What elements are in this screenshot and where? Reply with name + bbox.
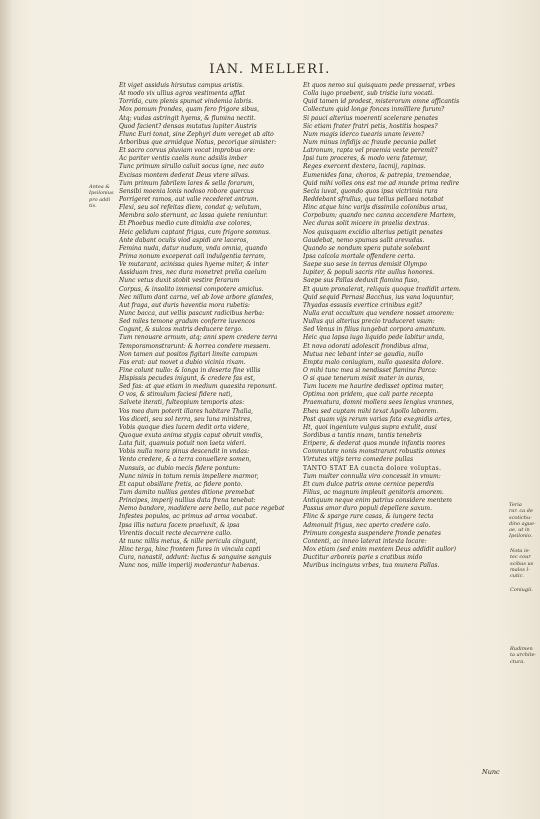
verse-line: Arboribus que armidque Notus, pecorique simister: <box>119 138 277 146</box>
left-text-column <box>119 82 301 570</box>
verse-line: Quid mihi volles ons est me ad munde prima redire <box>303 179 460 187</box>
verse-line: Vobis nulla mora pinus descendit in vndas: <box>119 448 250 456</box>
verse-line: Quid sequid Pernasi Bacchus, ius vana loquuntur, <box>303 293 454 301</box>
verse-line: Sed fas: at que etiam in medium quaesita reponunt. <box>119 383 277 391</box>
margin-note-line: malos l- <box>510 566 530 573</box>
margin-note-line: scibus us <box>510 560 534 567</box>
verse-line: Tum primum fabrilem lares & sella forarum, <box>119 179 255 187</box>
verse-line: Thyadas essusis evertice crinibus egit? <box>303 301 422 309</box>
verse-line: Muribus incinguns vrbes, tua munera Pallas. <box>303 562 440 570</box>
verse-line: Virtutes vitijs terra comedere pullas <box>303 456 414 464</box>
verse-line: Gaudebat, nemo spumas salit arevudas. <box>303 236 425 244</box>
margin-note-line: Nota ie- <box>510 548 531 554</box>
margin-note-line: Ipsilonius <box>89 190 114 197</box>
verse-line: Admonuit frigus, nec aperto credere calo. <box>303 521 431 529</box>
verse-line: Antiquum neque enim patrius considere mentem <box>303 497 452 505</box>
margin-note-right-bottom <box>510 646 536 665</box>
verse-line: Primum congesta suspendere fronde penates <box>303 529 441 537</box>
margin-note-line: ae, ut in <box>509 527 530 534</box>
verse-line: Collectum quid longe fonces inmilllere furum? <box>303 106 445 114</box>
verse-line: Nec duras solit micere in praelia dextras. <box>303 220 430 228</box>
verse-line: Nec nillum dant carna, vel ab Iove arbore glandes, <box>119 293 274 301</box>
margin-note-line: Antea & <box>89 184 110 190</box>
verse-line: Assiduam tres, nec dura monetret prelia caelum <box>119 269 267 277</box>
margin-note-left <box>89 184 114 209</box>
verse-line: Corpus, & insolito immensi compotere amiclus. <box>119 285 264 293</box>
verse-line: Sed miles temone gradum conferre iuvencos <box>119 318 256 326</box>
verse-line: Ht, quoi ingenium vulgus supra extulit, ausi <box>303 423 437 431</box>
verse-line: Membra solo sternunt, ac lassa quiete reniuntur. <box>119 212 268 220</box>
verse-line: Nullus qui alterius precio traduceret vsum: <box>303 318 435 326</box>
margin-note-line: ta archite- <box>510 652 537 659</box>
margin-note-line: Ipsilonio. <box>509 533 533 540</box>
verse-line: Cura, nanastil, addunt: luctus & sanguine sanguis <box>119 554 272 562</box>
verse-line: Infestes populos, ac primus ad arma vocabat. <box>119 513 258 521</box>
verse-line: Vos mea dum poterit illares habitare Thalia, <box>119 407 253 415</box>
verse-line: Et quum pronalerat, reliquis quoque tradidit artem. <box>303 285 461 293</box>
verse-line: Tum multer connulla viro concessit in vmum: <box>303 472 441 480</box>
verse-line: Torrida, cum plenis spumat vindemia labris. <box>119 98 254 106</box>
margin-note-line: Teria <box>509 502 522 508</box>
verse-line: Hinc atque hinc varijs dissimila colonibus arua, <box>303 204 448 212</box>
verse-line: Iupiter, & populi sacris rite aullus honores. <box>303 269 435 277</box>
verse-line: Femina nuda, datur nudum, vnda omnia, quando <box>119 244 268 252</box>
verse-line: Ac pariter ventis caelis nunc adsilis imber <box>119 155 247 163</box>
margin-note-line: tis. <box>89 202 97 209</box>
verse-line: Ipsa calcola mortale offendere certa. <box>303 252 416 260</box>
verse-line: O vos, & stimulum faciesi fidere nati, <box>119 391 233 399</box>
verse-line: Tum renouare armum, atq; anni spem credere terra <box>119 334 278 342</box>
verse-line: Hispissis pecudes inigunt, & credere fas est, <box>119 375 256 383</box>
verse-line: Eripere, & dederat quos munde infantis mores <box>303 440 446 448</box>
verse-line: Salvete iterati, fulteopium temporis atas: <box>119 399 245 407</box>
verse-line: Saepe sus Pallas deduxit flamina fuso, <box>303 277 420 285</box>
verse-line: Ductitur arboreis parie s cratibus mido <box>303 554 423 562</box>
verse-line: Ante dabant oculis viod aspidi are laceros, <box>119 236 249 244</box>
verse-line: Colla iugo praebent, sub tristia iura vocati. <box>303 90 435 98</box>
verse-line: Flunc Euri tonat, sine Zephyri dum vereget ab alto <box>119 130 274 138</box>
verse-line: Cogunt, & sulcos matris deducere tergo. <box>119 326 243 334</box>
verse-line: Principes, imperij nullius data frena tenebat: <box>119 497 256 505</box>
verse-line: Vos diceti, seu sol terra, seu luna ministres, <box>119 415 253 423</box>
margin-note-line: rar. ca de <box>509 508 533 515</box>
verse-line: Mox pomum frondes, quam fero frigore sibus, <box>119 106 260 114</box>
verse-line: Quod facient? densas mutatus lupiter Austris <box>119 122 257 130</box>
verse-line: Porrigeret ramos, aut valle recederet antrum. <box>119 195 259 203</box>
verse-line: Et quos nemo sui quisquam pede presserat, vrbes <box>303 82 456 89</box>
verse-line: Tum lucem me haurire dedisset optima mater, <box>303 383 444 391</box>
verse-line: Lata fuit, quamuis potuit non laeta videri. <box>119 440 246 448</box>
verse-line: Nemo bandore, madidere aere bello, aut pace regebat <box>119 505 285 513</box>
verse-line: Ipsa illis natura facem praeluxit, & ipsa <box>119 521 240 529</box>
verse-line: Saepe suo sese in terras demisit Olympo <box>303 261 427 269</box>
verse-line: Excisas montem dederat Deus vtere silvas. <box>119 171 250 179</box>
verse-line: Aut fraga, aut duris haventia mora rubetis: <box>119 301 250 309</box>
verse-line: Nos quisquam excidio alterius petigit penates <box>303 228 443 236</box>
verse-line: Tunc primum sirullo caluit socus igne, nec auto <box>119 163 264 171</box>
verse-line: Prima nonum exceperat cali indulgentia terram, <box>119 252 266 260</box>
margin-note-line: dino ague- <box>509 520 536 527</box>
verse-line: Reges exercent dextera, lacmij, rapinas. <box>303 163 426 171</box>
verse-line: Si pauci alterius moerenti scelerare penates <box>303 114 438 122</box>
verse-line: Num minus infidijs ac fraude pecunia pallet <box>303 138 437 146</box>
verse-line: Eheu sed cuptam mihi texat Apollo laborem. <box>303 407 439 415</box>
running-header: IAN. MELLERI. <box>209 62 331 77</box>
verse-line: Nunc nimis in totum remis impellere marmor, <box>119 472 259 480</box>
verse-line: O si quae tenerum misit mater in auras, <box>303 375 425 383</box>
verse-line: Empta malo coniugium, nullo quaesita dolore. <box>303 358 444 366</box>
verse-line: Quid tamen id prodest, misterorum omne afficantis <box>303 98 460 106</box>
verse-line: Virentis docuit recte decurrere callo. <box>119 529 232 537</box>
margin-note-line: ctura. <box>510 658 525 665</box>
verse-line: Temporamonstrarunt: & horrea condere messem. <box>119 342 271 350</box>
verse-line: Passus amor duro populi depellere saxum. <box>303 505 433 513</box>
margin-note-line: Coniugii. <box>510 587 533 593</box>
verse-line: Heic qua lapsa iugo liquido pede labitur unda, <box>303 334 445 342</box>
margin-note-line: pro addi <box>89 196 111 203</box>
verse-line: Sed Venus in filius iungebat corpora amantum. <box>303 326 446 334</box>
verse-line: Mox etiam (sed enim mentem Deus addidit aullor) <box>303 546 456 554</box>
verse-line: Optima non pridem, que cali parte recepta <box>303 391 434 399</box>
margin-note-right-middle <box>510 548 533 579</box>
catchword: Nunc <box>482 768 500 776</box>
verse-line: Vento credere, & a terra conuellere somen, <box>119 456 252 464</box>
verse-line: Fas erat: aut movet a dubio vicinia rixam. <box>119 358 246 366</box>
verse-line: Et nova odorati adolescit frondibus alma, <box>303 342 429 350</box>
right-text-column <box>303 82 489 570</box>
verse-line: Atq; vudas astringit hyems, & flumina nectit. <box>119 114 256 122</box>
verse-line: Sordibus a tantis nnam, tantis tenebris <box>303 432 422 440</box>
verse-line: Heic gelidum captant frigus, cum frigore somnus. <box>119 228 271 236</box>
verse-line: Vobis quoque dies lucem dedit orta videre, <box>119 423 250 431</box>
verse-line: Fine colunt nullo: & longa in deserta fine villis <box>119 366 261 374</box>
verse-line: Nunc bacca, aut vellis pascunt radicibus herba: <box>119 309 265 317</box>
verse-line: Corpobum; quando nec canna accendere Martem, <box>303 212 456 220</box>
verse-line: Nunsuis, ac dubio mecis fidere pontum: <box>119 464 241 472</box>
verse-line: O mihi tunc mea si nendisset flamina Parca: <box>303 366 437 374</box>
verse-line: Et cum dulce patris omne cernice peperdis <box>303 480 435 488</box>
verse-line: TANTO STAT EA cuncta dolore voluptas. <box>303 464 442 472</box>
verse-line: Sic etiam frater fratri petis, hostitis hospes? <box>303 122 438 130</box>
verse-line: Secla iuvat, quondo quos ipsa victrimia rura <box>303 187 438 195</box>
verse-line: Et Phoebus medio cum dimidia axe colores, <box>119 220 252 228</box>
verse-line: Contenti, ac inneo laterat intexta locare: <box>303 537 427 545</box>
verse-line: Non tamen aut positos figitari limite campum <box>119 350 258 358</box>
verse-line: Mutua nec lebant inter se gaudia, nullo <box>303 350 424 358</box>
page-gutter-shadow <box>0 0 14 819</box>
verse-line: Flexi, seu sol refeitas diem, condat q; velutum, <box>119 204 262 212</box>
verse-line: Nunc nos, mille imperiij moderantur habenas. <box>119 562 260 570</box>
verse-line: Num magis iderco tuearis unam levem? <box>303 130 425 138</box>
verse-line: Eumenides fana, choros, & patrepia, tremendae, <box>303 171 452 179</box>
verse-line: Ipsi tum proceres, & modo vera fatemur, <box>303 155 428 163</box>
verse-line: Filius, ac magnum impleuit genitoris amorem. <box>303 489 444 497</box>
verse-line: Flinc & sparge rure casas, & iungere tecta <box>303 513 434 521</box>
verse-line: Quoque exuta anima stygis caput obruit vmdis, <box>119 432 263 440</box>
verse-line: Et sacro corvus pluviam vocat improbus ore: <box>119 147 256 155</box>
verse-line: At nunc nillis metus, & nille pericula cingunt, <box>119 537 258 545</box>
margin-note-line: cutic. <box>510 573 525 580</box>
verse-line: Latronum, rapta vel praemia veste peremit? <box>303 147 438 155</box>
verse-line: Et viget assiduis hirsutus campus aristis. <box>119 82 244 89</box>
verse-line: Et caput obsillare fretis, ac fidere ponto. <box>119 480 243 488</box>
verse-line: Nunc vetus duxit stobit vestire ferarum <box>119 277 240 285</box>
verse-line: Sensibi moenia lonis nodoso robore quercus <box>119 187 254 195</box>
verse-line: Reddebant sfrullus, qua tellus pellaea notabat <box>303 195 444 203</box>
margin-note-line: tec cour <box>510 554 531 561</box>
verse-line: Tum damito nullius gentes ditione premebat <box>119 489 255 497</box>
verse-line: At modo vix ullius agros vestimenta afflat <box>119 90 245 98</box>
verse-line: Quando se nondum spera putate solebant <box>303 244 431 252</box>
margin-note-right-single <box>510 587 533 593</box>
verse-line: Hinc terga, hinc frontem fures in vincula capti <box>119 546 261 554</box>
verse-line: Commutare nonis monstrarunt robustis omnes <box>303 448 446 456</box>
margin-note-line: Rudimen <box>510 646 533 652</box>
verse-line: Post quam vijs rerum varias fata exegnidis artes, <box>303 415 452 423</box>
margin-note-line: scotichu- <box>509 514 532 521</box>
margin-note-right-top <box>509 502 536 540</box>
verse-line: Nulla erat occultum qua vendere nosset amorem: <box>303 309 454 317</box>
verse-line: Praematura, domni mollera sees lengius vrannes, <box>303 399 454 407</box>
verse-line: Ve mutarant, acinissa quies hyeme miter, & inter <box>119 261 269 269</box>
